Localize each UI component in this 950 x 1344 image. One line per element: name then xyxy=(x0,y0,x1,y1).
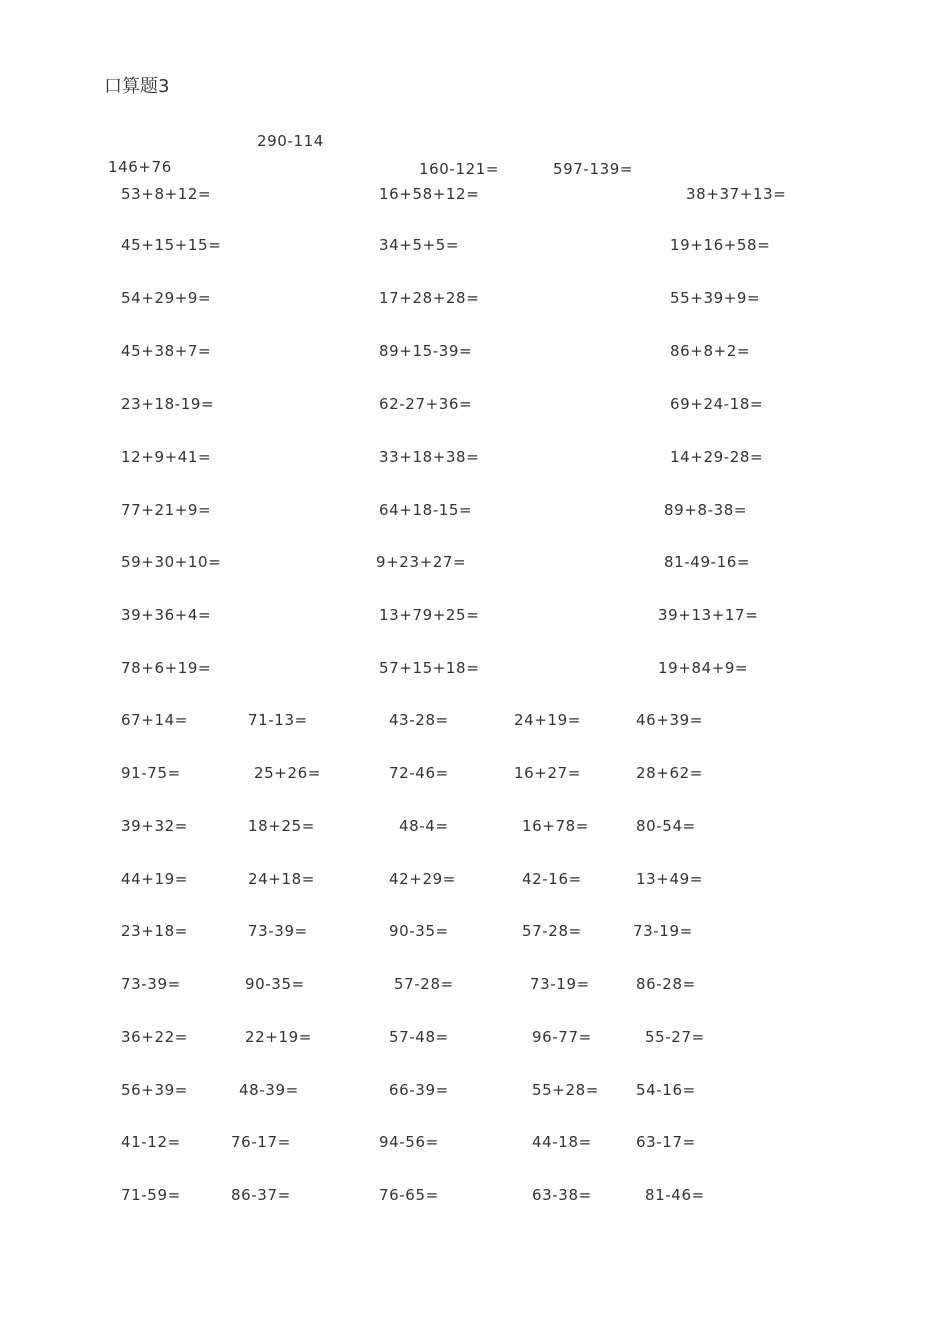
problem-item: 16+78= xyxy=(522,817,589,835)
problem-item: 54+29+9= xyxy=(121,289,212,307)
problem-item: 89+15-39= xyxy=(379,342,473,360)
problem-item: 73-39= xyxy=(248,922,308,940)
problem-item: 42+29= xyxy=(389,870,456,888)
problem-item: 18+25= xyxy=(248,817,315,835)
problem-item: 33+18+38= xyxy=(379,448,480,466)
problem-item: 78+6+19= xyxy=(121,659,212,677)
problem-header-c: 160-121= xyxy=(419,160,500,175)
problem-item: 86+8+2= xyxy=(670,342,751,360)
problem-item: 17+28+28= xyxy=(379,289,480,307)
problem-item: 22+19= xyxy=(245,1028,312,1046)
problem-item: 62-27+36= xyxy=(379,395,473,413)
problem-item: 57+15+18= xyxy=(379,659,480,677)
problem-header-a: 290-114 xyxy=(257,132,324,150)
problem-item: 55+28= xyxy=(532,1081,599,1099)
problem-item: 23+18= xyxy=(121,922,188,940)
problem-item: 39+13+17= xyxy=(658,606,759,624)
problem-item: 44-18= xyxy=(532,1133,592,1151)
problem-item: 43-28= xyxy=(389,711,449,729)
problem-item: 9+23+27= xyxy=(376,553,467,571)
problem-item: 57-28= xyxy=(522,922,582,940)
problem-item: 76-65= xyxy=(379,1186,439,1204)
problem-item: 80-54= xyxy=(636,817,696,835)
problem-item: 44+19= xyxy=(121,870,188,888)
problem-item: 25+26= xyxy=(254,764,321,782)
problem-item: 66-39= xyxy=(389,1081,449,1099)
problem-item: 55+39+9= xyxy=(670,289,761,307)
problem-item: 59+30+10= xyxy=(121,553,222,571)
problem-item: 13+49= xyxy=(636,870,703,888)
problem-item: 76-17= xyxy=(231,1133,291,1151)
problem-item: 94-56= xyxy=(379,1133,439,1151)
problem-item: 19+84+9= xyxy=(658,659,749,677)
problem-item: 55-27= xyxy=(645,1028,705,1046)
problem-item: 34+5+5= xyxy=(379,236,460,254)
problem-item: 57-28= xyxy=(394,975,454,993)
problem-item: 42-16= xyxy=(522,870,582,888)
problem-item: 16+58+12= xyxy=(379,185,480,203)
problem-item: 24+19= xyxy=(514,711,581,729)
problem-item: 77+21+9= xyxy=(121,501,212,519)
problem-item: 67+14= xyxy=(121,711,188,729)
problem-item: 48-4= xyxy=(399,817,449,835)
problem-item: 63-38= xyxy=(532,1186,592,1204)
problem-header-d: 597-139= xyxy=(553,160,634,175)
problem-item: 48-39= xyxy=(239,1081,299,1099)
problem-item: 45+38+7= xyxy=(121,342,212,360)
problem-item: 39+32= xyxy=(121,817,188,835)
problem-item: 90-35= xyxy=(245,975,305,993)
problem-item: 73-39= xyxy=(121,975,181,993)
problem-item: 73-19= xyxy=(633,922,693,940)
problem-item: 71-13= xyxy=(248,711,308,729)
problem-item: 24+18= xyxy=(248,870,315,888)
problem-item: 39+36+4= xyxy=(121,606,212,624)
problem-item: 72-46= xyxy=(389,764,449,782)
problem-item: 36+22= xyxy=(121,1028,188,1046)
problem-item: 14+29-28= xyxy=(670,448,764,466)
problem-item: 12+9+41= xyxy=(121,448,212,466)
problem-item: 69+24-18= xyxy=(670,395,764,413)
problem-item: 63-17= xyxy=(636,1133,696,1151)
problem-item: 23+18-19= xyxy=(121,395,215,413)
problem-item: 54-16= xyxy=(636,1081,696,1099)
problem-item: 38+37+13= xyxy=(686,185,787,203)
problem-item: 16+27= xyxy=(514,764,581,782)
problem-item: 13+79+25= xyxy=(379,606,480,624)
problem-item: 41-12= xyxy=(121,1133,181,1151)
problem-header-b: 146+76 xyxy=(108,158,172,176)
problem-item: 57-48= xyxy=(389,1028,449,1046)
problem-item: 73-19= xyxy=(530,975,590,993)
problem-item: 56+39= xyxy=(121,1081,188,1099)
problem-item: 64+18-15= xyxy=(379,501,473,519)
problem-item: 86-28= xyxy=(636,975,696,993)
page-title: 口算题3 xyxy=(104,76,170,97)
clipped-problem-line xyxy=(0,155,950,175)
problem-item: 46+39= xyxy=(636,711,703,729)
problem-item: 19+16+58= xyxy=(670,236,771,254)
problem-item: 81-49-16= xyxy=(664,553,751,571)
problem-item: 86-37= xyxy=(231,1186,291,1204)
problem-item: 89+8-38= xyxy=(664,501,748,519)
problem-item: 28+62= xyxy=(636,764,703,782)
problem-item: 90-35= xyxy=(389,922,449,940)
problem-item: 81-46= xyxy=(645,1186,705,1204)
problem-item: 53+8+12= xyxy=(121,185,212,203)
problem-item: 91-75= xyxy=(121,764,181,782)
problem-item: 71-59= xyxy=(121,1186,181,1204)
problem-item: 45+15+15= xyxy=(121,236,222,254)
problem-item: 96-77= xyxy=(532,1028,592,1046)
